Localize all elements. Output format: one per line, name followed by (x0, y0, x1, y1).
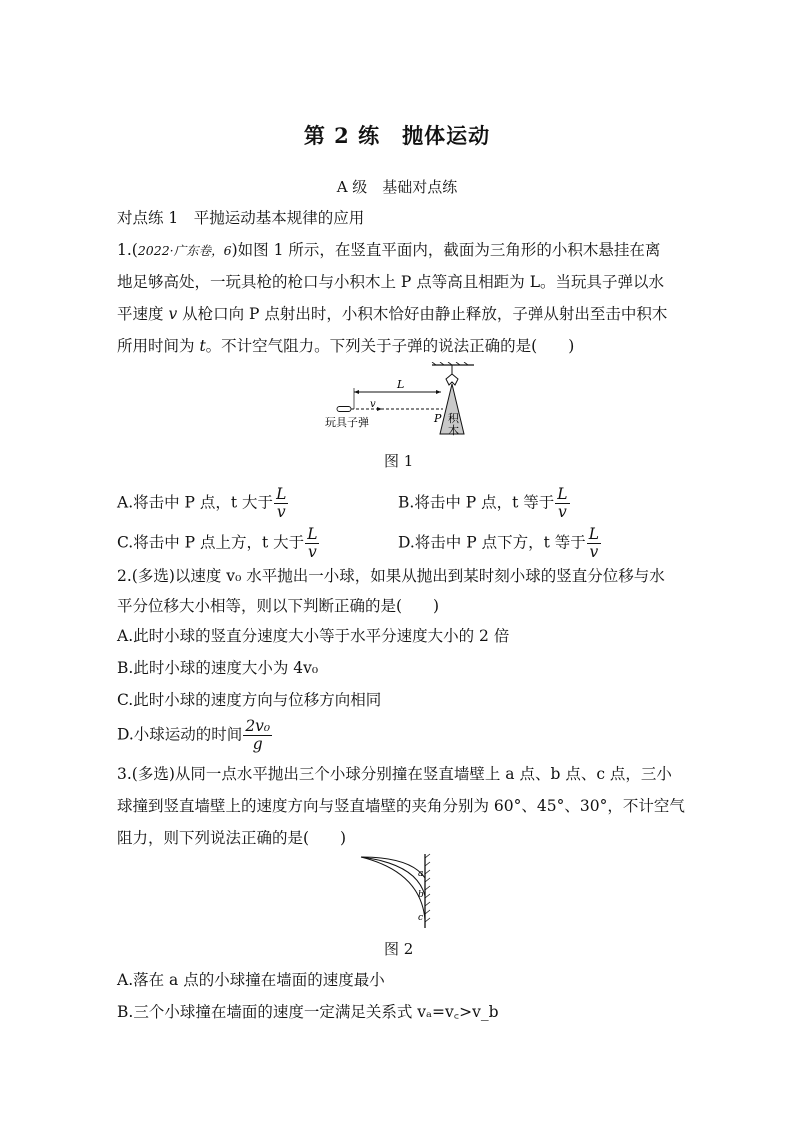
trajectory-c (361, 857, 425, 920)
fraction-denominator: v (276, 503, 286, 521)
level-heading: A 级 基础对点练 (336, 178, 458, 196)
q2-option-b: B.此时小球的速度大小为 4v₀ (117, 659, 319, 677)
q1-option-d-text: D.将击中 P 点下方，t 等于 (398, 533, 586, 552)
q2-option-d-text: D.小球运动的时间 (117, 725, 243, 744)
q1-option-c-text: C.将击中 P 点上方，t 大于 (117, 533, 305, 552)
q1-number: 1.( (117, 241, 138, 259)
fraction-l-over-v (587, 526, 601, 561)
q1-option-b-text: B.将击中 P 点，t 等于 (398, 493, 555, 512)
q2-option-d (117, 718, 273, 753)
figure-1-caption: 图 1 (384, 452, 414, 470)
label-b: b (418, 890, 424, 900)
q1-line-3 (117, 304, 667, 324)
q1-line-4b: 。不计空气阻力。下列关于子弹的说法正确的是( ) (205, 337, 575, 355)
q3-line-1: 3.(多选)从同一点水平抛出三个小球分别撞在竖直墙壁上 a 点、b 点、c 点，三小 (117, 765, 672, 783)
fraction-denominator: v (589, 543, 599, 561)
figure-2-caption: 图 2 (384, 940, 414, 958)
label-L: L (397, 378, 405, 391)
label-block-2: 木 (448, 424, 459, 437)
q3-line-2: 球撞到竖直墙壁上的速度方向与竖直墙壁的夹角分别为 60°、45°、30°，不计空气 (117, 797, 685, 815)
fraction-denominator: v (558, 503, 567, 521)
q1-line-3a: 平速度 (117, 305, 169, 323)
fraction-denominator: v (307, 543, 317, 561)
q2-line-2: 平分位移大小相等，则以下判断正确的是( ) (117, 597, 440, 615)
label-P: P (434, 412, 442, 425)
fraction-l-over-v (555, 486, 569, 521)
label-v: v (370, 399, 376, 410)
q1-option-b (398, 486, 571, 521)
q1-line-1-text: )如图 1 所示，在竖直平面内，截面为三角形的小积木悬挂在离 (231, 241, 661, 259)
label-block-1: 积 (448, 412, 459, 425)
q1-option-c (117, 526, 320, 561)
fraction-numerator: L (276, 485, 287, 503)
q3-option-b: B.三个小球撞在墙面的速度一定满足关系式 vₐ=v꜀>v_b (117, 1003, 499, 1021)
toy-bullet (337, 407, 351, 412)
fraction-numerator: L (557, 485, 568, 503)
fraction-2v0-over-g (243, 718, 272, 753)
page-title: 第 2 练 抛体运动 (303, 123, 491, 148)
fraction-l-over-v (305, 526, 319, 561)
q2-line-1: 2.(多选)以速度 v₀ 水平抛出一小球，如果从抛出到某时刻小球的竖直分位移与水 (117, 567, 665, 585)
q1-line-1 (117, 240, 660, 261)
section-heading: 对点练 1 平抛运动基本规律的应用 (117, 209, 365, 227)
fraction-numerator: L (588, 525, 600, 543)
q1-var-v: v (168, 305, 178, 323)
q1-source: 2022·广东卷，6 (137, 243, 232, 258)
q1-option-a-text: A.将击中 P 点，t 大于 (117, 493, 274, 512)
q2-option-a: A.此时小球的竖直分速度大小等于水平分速度大小的 2 倍 (117, 627, 510, 645)
label-gun: 玩具子弹 (325, 416, 369, 429)
q1-line-2: 地足够高处，一玩具枪的枪口与小积木上 P 点等高且相距为 L。当玩具子弹以水 (117, 273, 665, 291)
figure-2 (355, 852, 435, 930)
q1-option-a (117, 486, 289, 521)
figure-1 (320, 362, 480, 444)
fraction-l-over-v (274, 486, 288, 521)
q2-option-c: C.此时小球的速度方向与位移方向相同 (117, 691, 382, 709)
label-c: c (418, 913, 424, 923)
label-a: a (418, 869, 424, 879)
fraction-numerator: L (307, 525, 318, 543)
q1-line-4 (117, 336, 574, 356)
q1-option-d (398, 526, 602, 561)
q3-option-a: A.落在 a 点的小球撞在墙面的速度最小 (117, 971, 385, 989)
q1-var-t: t (199, 337, 206, 355)
q1-line-4a: 所用时间为 (117, 337, 200, 355)
q1-line-3b: 从枪口向 P 点射出时，小积木恰好由静止释放，子弹从射出至击中积木 (177, 305, 668, 323)
fraction-numerator: 2v₀ (245, 717, 271, 735)
q3-line-3: 阻力，则下列说法正确的是( ) (117, 829, 347, 847)
fraction-denominator: g (252, 735, 263, 753)
